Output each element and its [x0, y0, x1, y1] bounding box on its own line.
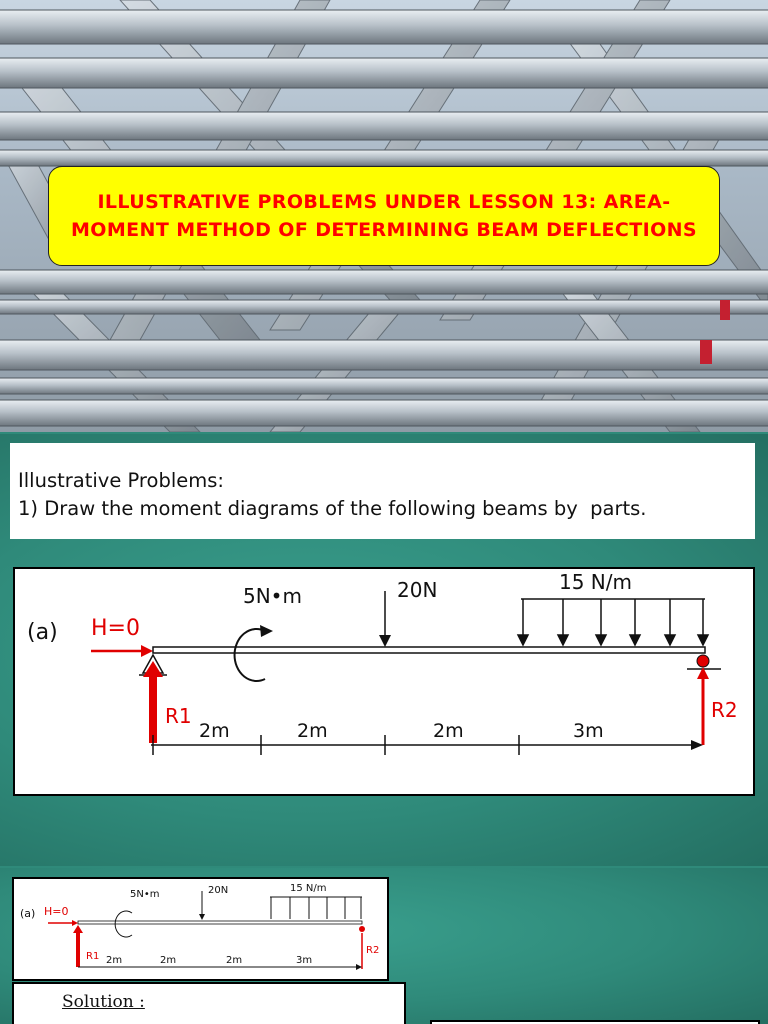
point-load-arrowhead-small: [199, 914, 205, 920]
point-load-label: 20N: [397, 578, 438, 602]
left-reaction-arrow-small: [76, 931, 80, 967]
slide-title: ILLUSTRATIVE PROBLEMS UNDER LESSON 13: AREA-MOMENT METHOD OF DETERMINING BEAM DEFLECTIONS: [70, 191, 698, 241]
span-2-label-small: 2m: [160, 955, 177, 966]
horizontal-reaction-arrowhead: [141, 645, 153, 657]
moment-load-label-small: 5N•m: [130, 889, 160, 900]
moment-load-label: 5N•m: [243, 584, 302, 608]
horizontal-reaction-label: H=0: [91, 616, 140, 641]
horizontal-reaction-label-small: H=0: [44, 905, 69, 918]
left-reaction-arrowhead-small: [73, 925, 83, 933]
right-reaction-label: R2: [711, 698, 738, 722]
left-reaction-label-small: R1: [86, 951, 100, 962]
title-slide: [0, 0, 768, 432]
part-label-small: (a): [20, 907, 36, 920]
answer-box: [430, 1020, 760, 1024]
right-reaction-label-small: R2: [366, 945, 380, 956]
distributed-load-arrows: [518, 599, 708, 645]
solution-label: Solution :: [62, 992, 145, 1012]
horizontal-reaction-arrowhead-small: [72, 920, 78, 926]
beam-diagram-drawing: [15, 569, 753, 794]
problem-slide: [0, 434, 768, 866]
moment-arrowhead: [260, 625, 273, 637]
beam-diagram-small-drawing: [14, 879, 387, 979]
point-load-arrowhead: [379, 635, 391, 647]
point-load-label-small: 20N: [208, 885, 229, 896]
solution-slide: [0, 868, 768, 1024]
beam-diagram-small: [12, 877, 389, 981]
solution-box: [12, 982, 406, 1024]
beam-small: [78, 921, 362, 924]
problems-heading: Illustrative Problems:: [18, 469, 224, 492]
beam-diagram: [13, 567, 755, 796]
left-reaction-arrow: [149, 673, 157, 743]
right-roller-support-small: [359, 926, 365, 932]
span-4-label-small: 3m: [296, 955, 313, 966]
span-3-label: 2m: [433, 720, 464, 742]
span-3-label-small: 2m: [226, 955, 243, 966]
part-label: (a): [27, 620, 58, 645]
right-roller-support: [697, 655, 709, 667]
distributed-load-label: 15 N/m: [559, 570, 632, 594]
problem-text-box: [10, 443, 755, 539]
span-4-label: 3m: [573, 720, 604, 742]
span-1-label: 2m: [199, 720, 230, 742]
dimension-arrowhead: [691, 740, 703, 750]
moment-arc: [235, 629, 265, 681]
dimension-arrowhead-small: [356, 964, 362, 970]
title-callout: [48, 166, 720, 266]
left-reaction-label: R1: [165, 704, 192, 728]
span-2-label: 2m: [297, 720, 328, 742]
distributed-load-label-small: 15 N/m: [290, 883, 327, 894]
problem-instruction: 1) Draw the moment diagrams of the following beams by parts.: [18, 497, 647, 520]
distributed-load-arrows-small: [271, 897, 361, 919]
span-1-label-small: 2m: [106, 955, 123, 966]
